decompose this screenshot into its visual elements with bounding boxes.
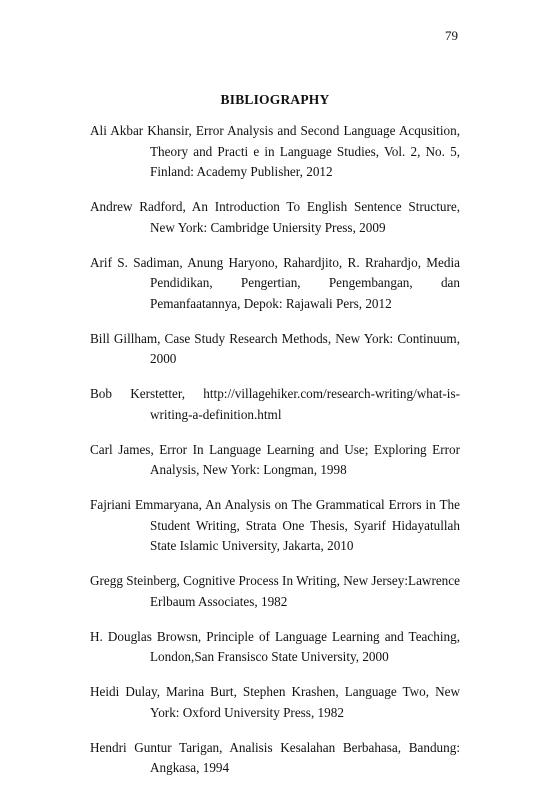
bibliography-entry-9: H. Douglas Browsn, Principle of Language Learning and Teaching, London,San Fransisco State University, 2000 xyxy=(90,628,460,664)
bibliography-list xyxy=(90,121,460,793)
bibliography-entry-1: Ali Akbar Khansir, Error Analysis and Second Language Acqusition, Theory and Practi e in Language Studies, Vol. 2, No. 5, Finland: Academy Publisher, 2012 xyxy=(90,123,460,179)
bibliography-entry-3: Arif S. Sadiman, Anung Haryono, Rahardjito, R. Rrahardjo, Media Pendidikan, Pengertian, Pengembangan, dan Pemanfaatannya, Depok: Rajawali Pers, 2012 xyxy=(90,254,460,311)
bibliography-entry-11: Hendri Guntur Tarigan, Analisis Kesalahan Berbahasa, Bandung: Angkasa, 1994 xyxy=(90,739,460,775)
bibliography-entry-6: Carl James, Error In Language Learning and Use; Exploring Error Analysis, New York: Longman, 1998 xyxy=(90,441,460,477)
bibliography-entry-7: Fajriani Emmaryana, An Analysis on The Grammatical Errors in The Student Writing, Strata One Thesis, Syarif Hidayatullah State Islamic University, Jakarta, 2010 xyxy=(90,497,460,553)
page-number: 79 xyxy=(445,28,458,43)
bibliography-entry-8: Gregg Steinberg, Cognitive Process In Writing, New Jersey:Lawrence Erlbaum Associates, 1982 xyxy=(90,573,460,609)
page-title: BIBLIOGRAPHY xyxy=(220,92,330,107)
bibliography-entry-2: Andrew Radford, An Introduction To English Sentence Structure, New York: Cambridge Uniersity Press, 2009 xyxy=(90,199,460,235)
bibliography-entry-4: Bill Gillham, Case Study Research Methods, New York: Continuum, 2000 xyxy=(90,330,460,366)
bibliography-entry-5: Bob Kerstetter, http://villagehiker.com/research-writing/what-is-writing-a-definition.html xyxy=(90,386,460,422)
bibliography-entry-10: Heidi Dulay, Marina Burt, Stephen Krashen, Language Two, New York: Oxford University Press, 1982 xyxy=(90,684,460,720)
